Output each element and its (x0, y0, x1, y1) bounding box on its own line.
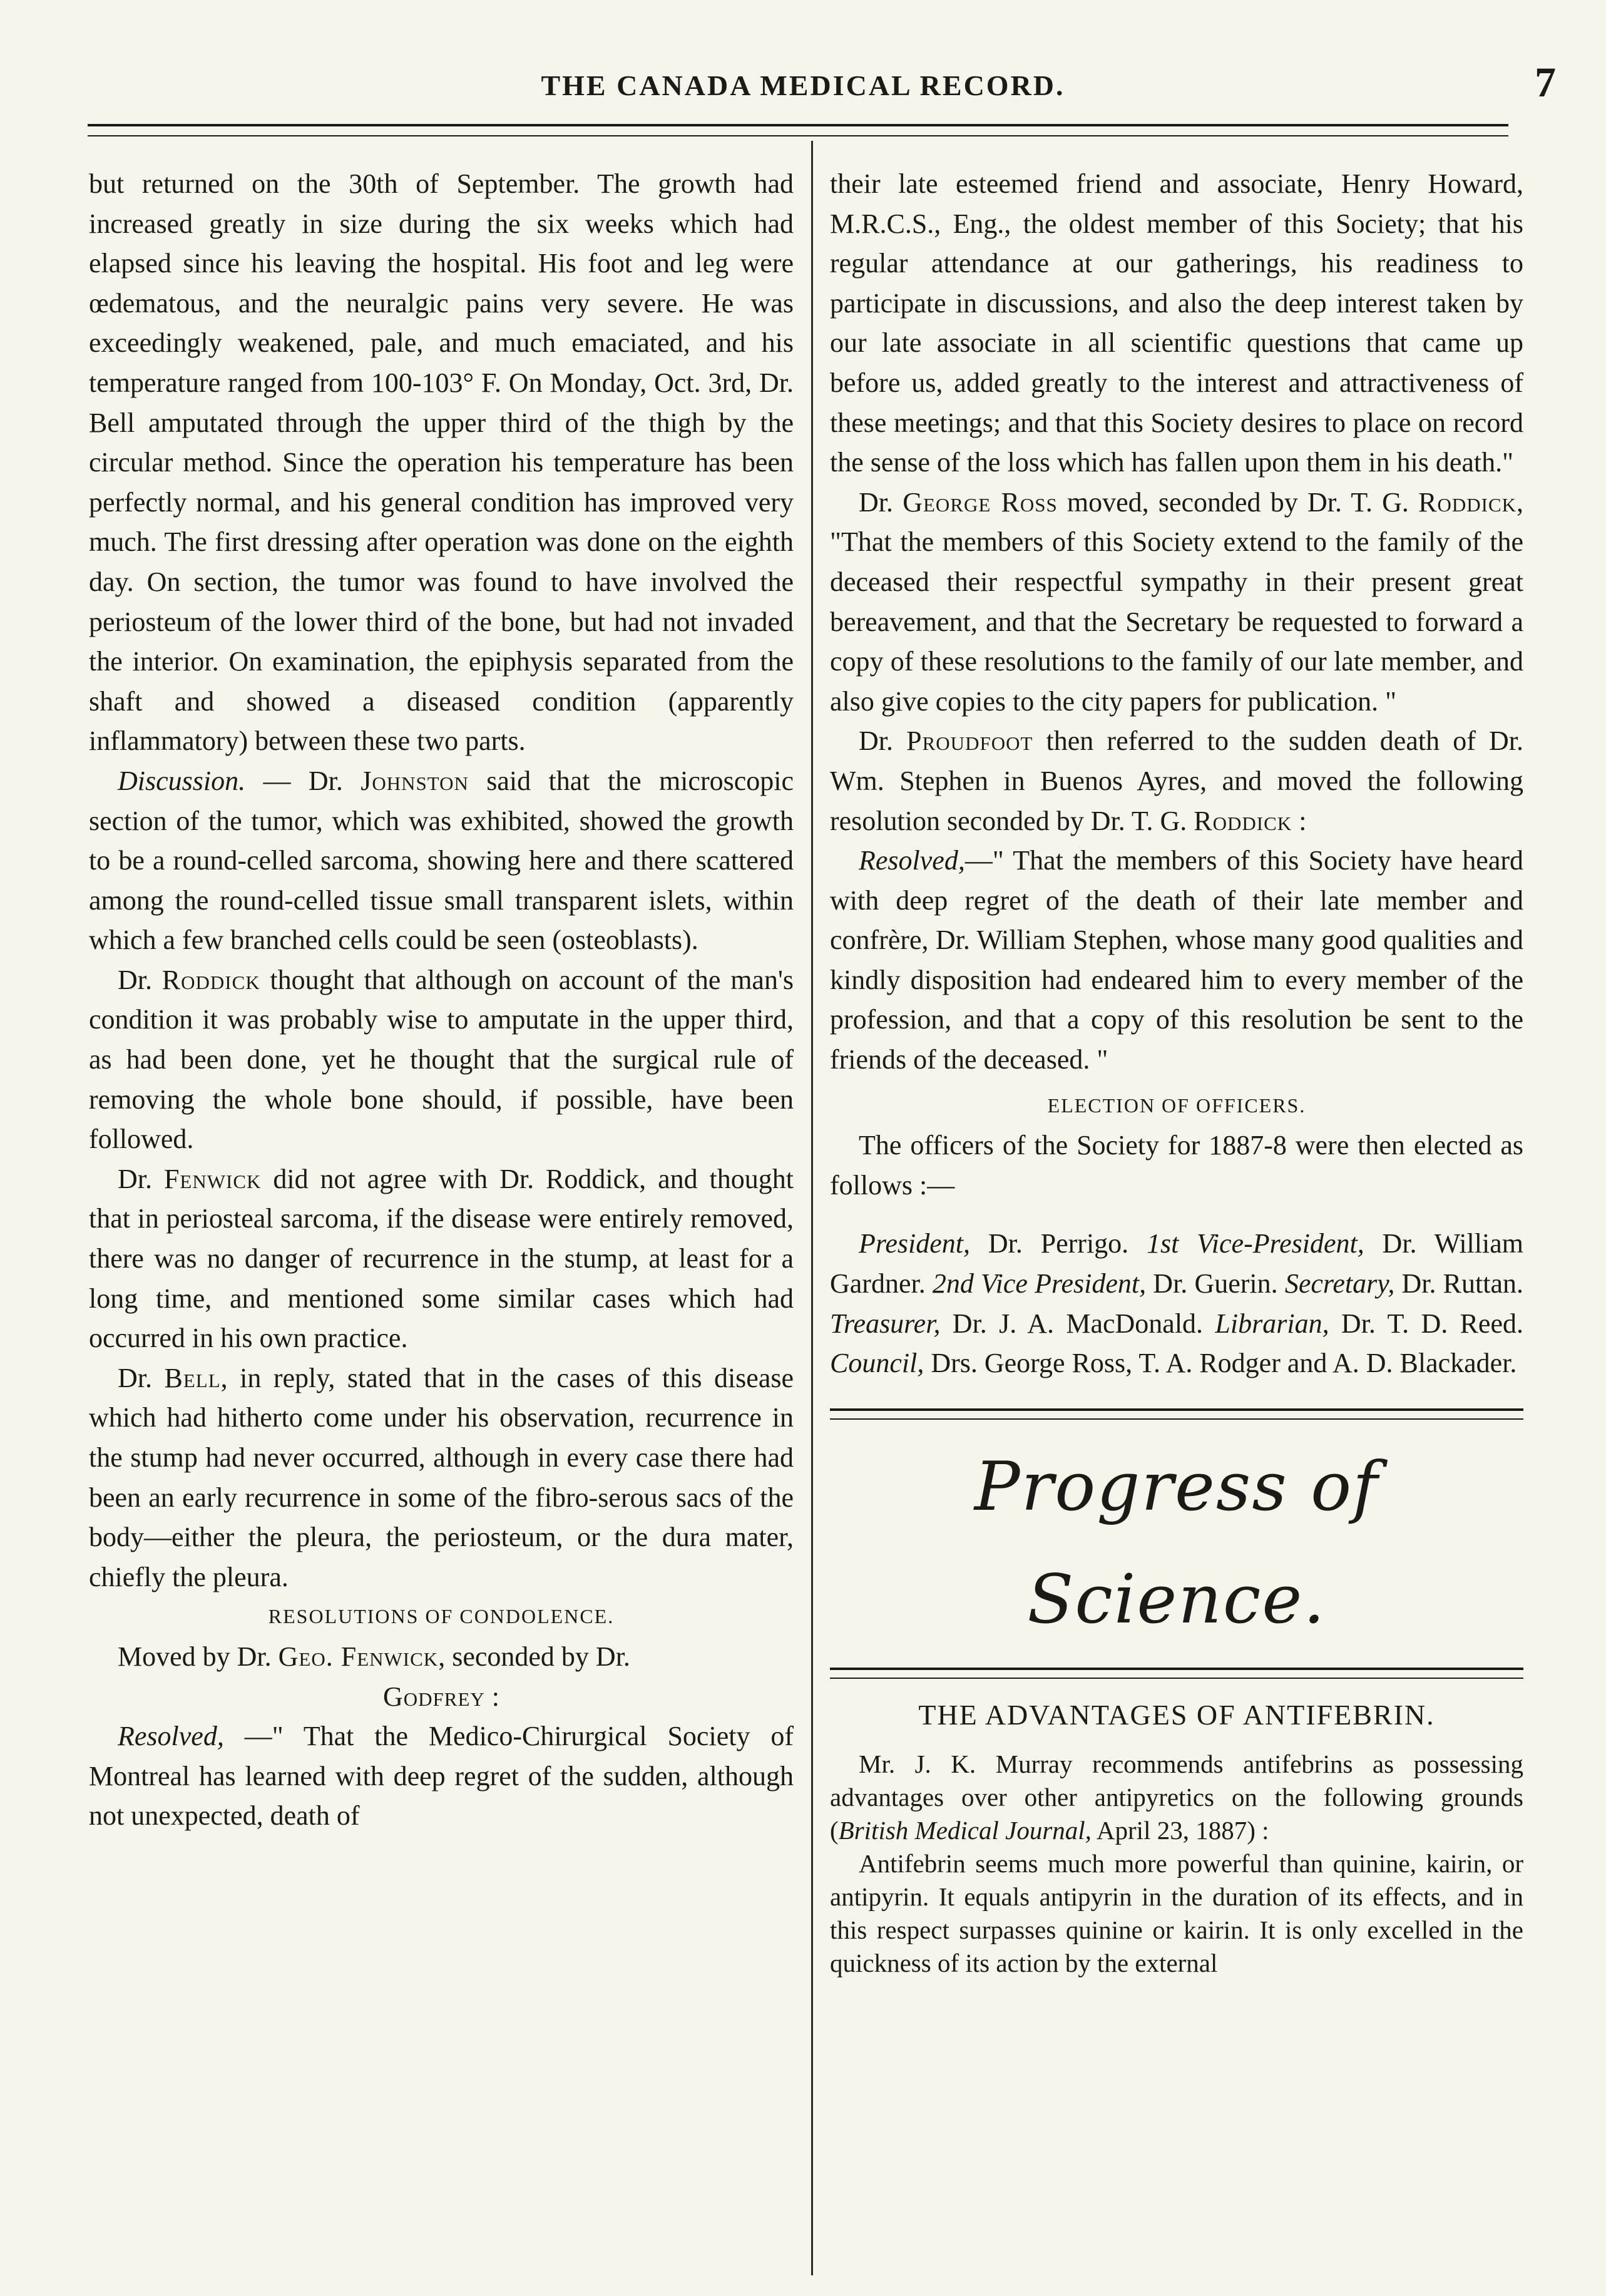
ross-text: , "That the members of this Society extend to the family of the deceased their respectful sympathy in their present great bereavement, and that the Secretary be requested to forward a copy of these resolutions to the family of our late member, and also give copies to the city papers for publication. " (830, 486, 1524, 717)
discussion-text: said that the microscopic section of the tumor, which was exhibited, showed the growth to be a round-celled sarcoma, showing here and there scattered among the round-celled tissue small transparent islets, within which a few branched cells could be seen (osteoblasts). (89, 765, 794, 956)
bell-text: , in reply, stated that in the cases of this disease which had hitherto come under his observation, recurrence in the stump had never occurred, although in every case there had been an early recurrence in some of the fibro-serous sacs of the body—either the pleura, the periosteum, or the dura mater, chiefly the pleura. (89, 1362, 794, 1592)
fenwick-pre: Dr. (118, 1163, 164, 1194)
librarian-name: Dr. T. D. Reed. (1329, 1308, 1523, 1339)
roddick-paragraph (89, 960, 794, 1159)
officers-list (830, 1224, 1523, 1383)
moved-by-paragraph (89, 1637, 794, 1677)
election-intro: The officers of the Society for 1887-8 were then elected as follows :— (830, 1130, 1523, 1201)
ross-pre: Dr. (859, 486, 903, 518)
resolution-text: —" That the Medico-Chirurgical Society of Montreal has learned with deep regret of the sudden, although not unexpected, death of (89, 1721, 794, 1832)
resolved-label: Resolved, (118, 1721, 224, 1752)
seconder-godfrey: Godfrey (382, 1681, 485, 1712)
journal-title: THE CANADA MEDICAL RECORD. (541, 69, 1065, 101)
moved-rest: , seconded by Dr. (438, 1641, 630, 1672)
speaker-proudfoot: Proudfoot (906, 725, 1033, 757)
condolence-heading: RESOLUTIONS OF CONDOLENCE. (268, 1605, 615, 1628)
moved-pre: Moved by Dr. (118, 1641, 279, 1672)
seconder-roddick: Roddick (1418, 486, 1517, 518)
speaker-bell: Bell (164, 1362, 221, 1393)
proudfoot-paragraph (830, 721, 1523, 841)
column-divider (811, 141, 813, 2275)
discussion-label: Discussion. (118, 765, 246, 796)
treasurer-label: Treasurer, (830, 1308, 941, 1339)
article-title: THE ADVANTAGES OF ANTIFEBRIN. (918, 1698, 1435, 1731)
speaker-george-ross: George Ross (903, 486, 1058, 518)
council-label: Council, (830, 1348, 924, 1379)
secretary-label: Secretary, (1284, 1268, 1395, 1299)
discussion-sep: — Dr. (245, 765, 361, 796)
resolved-label-2: Resolved, (859, 845, 965, 876)
stephen-resolution-text: —" That the members of this Society have heard with deep regret of the death of their late member and confrère, Dr. William Stephen, whose many good qualities and kindly disposition had endeared him to every member of the profession, and that a copy of this resolution be sent to the friends of the deceased. " (830, 845, 1523, 1075)
proudfoot-rest: : (1292, 805, 1307, 836)
vp1-name: Dr. William Gardner. (830, 1228, 1523, 1299)
bell-paragraph (89, 1358, 794, 1597)
right-column (830, 164, 1523, 1980)
left-column (89, 164, 794, 1836)
article-body (830, 1748, 1523, 1980)
speaker-roddick: Roddick (161, 964, 260, 995)
librarian-label: Librarian, (1215, 1308, 1329, 1339)
council-names: Drs. George Ross, T. A. Rodger and A. D. Blackader. (924, 1348, 1517, 1379)
election-heading: ELECTION OF OFFICERS. (1047, 1094, 1306, 1117)
page-number: 7 (1535, 58, 1556, 106)
speaker-fenwick: Fenwick (163, 1163, 262, 1194)
speaker-johnston: Johnston (361, 765, 469, 796)
ross-paragraph (830, 483, 1523, 722)
discussion-paragraph (89, 761, 794, 960)
running-head (0, 58, 1606, 106)
vp2-label: 2nd Vice President, (932, 1268, 1147, 1299)
ross-mid: moved, seconded by Dr. T. G. (1057, 486, 1419, 518)
seconder-colon: : (484, 1681, 500, 1712)
vp1-label: 1st Vice-President, (1147, 1228, 1364, 1259)
article-intro (830, 1748, 1523, 1847)
source-journal: British Medical Journal, (838, 1815, 1092, 1845)
proudfoot-pre: Dr. (859, 725, 907, 757)
banner-bottom-rule (830, 1668, 1523, 1679)
president-label: President, (859, 1228, 970, 1259)
roddick-text: thought that although on account of the man's condition it was probably wise to amputate in the upper third, as had been done, yet he thought that the surgical rule of removing the whole bone should, if possible, have been followed. (89, 964, 794, 1155)
fenwick-paragraph (89, 1159, 794, 1358)
seconder-roddick-2: Roddick (1194, 805, 1292, 836)
seconder-line (89, 1677, 794, 1717)
president-name: Dr. Perrigo. (970, 1228, 1147, 1259)
progress-of-science-banner: Progress of Science. (974, 1447, 1379, 1639)
proudfoot-mid: then referred to the sudden death of Dr. Wm. Stephen in Buenos Ayres, and moved the following resolution seconded by Dr. T. G. (830, 725, 1523, 836)
roddick-pre: Dr. (118, 964, 162, 995)
treasurer-name: Dr. J. A. MacDonald. (940, 1308, 1215, 1339)
resolution-paragraph (89, 1716, 794, 1836)
banner-top-rule (830, 1408, 1523, 1420)
article-intro-post: April 23, 1887) : (1091, 1815, 1269, 1845)
secretary-name: Dr. Ruttan. (1394, 1268, 1524, 1299)
article-paragraph: Antifebrin seems much more powerful than quinine, kairin, or antipyrin. It equals antipyrin in the duration of its effects, and in this respect surpasses quinine or kairin. It is only excelled in the quickness of its action by the external (830, 1848, 1523, 1977)
header-rule (88, 124, 1508, 136)
article-intro-pre: Mr. J. K. Murray recommends antifebrins as possessing advantages over other antipyretics on the following grounds ( (830, 1749, 1523, 1845)
case-continuation-paragraph: but returned on the 30th of September. The growth had increased greatly in size during the six weeks which had elapsed since his leaving the hospital. His foot and leg were œdematous, and the neuralgic pains very severe. He was exceedingly weakened, pale, and much emaciated, and his temperature ranged from 100-103° F. On Monday, Oct. 3rd, Dr. Bell amputated through the upper third of the thigh by the circular method. Since the operation his temperature has been perfectly normal, and his general condition has improved very much. The first dressing after operation was done on the eighth day. On section, the tumor was found to have involved the periosteum of the lower third of the bone, but had not invaded the interior. On examination, the epiphysis separated from the shaft and showed a diseased condition (apparently inflammatory) between these two parts. (89, 168, 794, 757)
bell-pre: Dr. (118, 1362, 165, 1393)
stephen-resolution (830, 841, 1523, 1080)
vp2-name: Dr. Guerin. (1146, 1268, 1285, 1299)
mover-fenwick: Geo. Fenwick (278, 1641, 439, 1672)
resolution-continuation: their late esteemed friend and associate, Henry Howard, M.R.C.S., Eng., the oldest member of this Society; that his regular attendance at our gatherings, his readiness to participate in discussions, and also the deep interest taken by our late associate in all scientific questions that came up before us, added greatly to the interest and attractiveness of these meetings; and that this Society desires to place on record the sense of the loss which has fallen upon them in his death." (830, 168, 1523, 478)
fenwick-text: did not agree with Dr. Roddick, and thought that in periosteal sarcoma, if the disease were entirely removed, there was no danger of recurrence in the stump, at least for a long time, and mentioned some similar cases which had occurred in his own practice. (89, 1163, 794, 1354)
